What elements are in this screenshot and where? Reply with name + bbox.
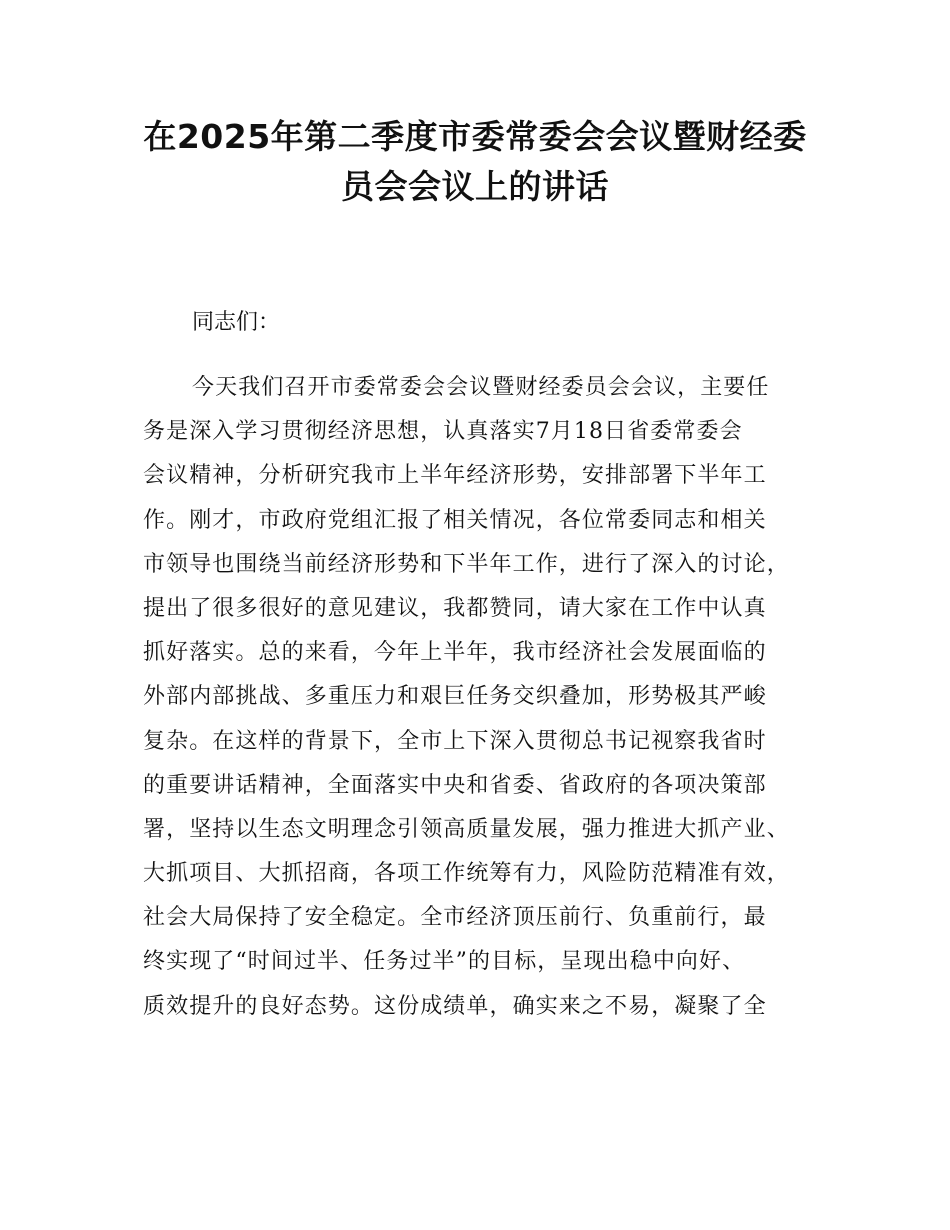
paragraph-line: 提出了很多很好的意见建议，我都赞同，请大家在工作中认真	[143, 595, 767, 621]
paragraph-line: 社会大局保持了安全稳定。全市经济顶压前行、负重前行，最	[143, 905, 767, 931]
paragraph-line: 今天我们召开市委常委会会议暨财经委员会会议，主要任	[192, 375, 770, 400]
title-line-2: 员会会议上的讲话	[341, 167, 609, 206]
greeting: 同志们：	[192, 310, 281, 335]
paragraph-line: 质效提升的良好态势。这份成绩单，确实来之不易，凝聚了全	[143, 993, 767, 1019]
paragraph	[143, 366, 843, 1029]
paragraph-line: 大抓项目、大抓招商，各项工作统筹有力，风险防范精准有效，	[143, 861, 790, 887]
paragraph-line: 终实现了“时间过半、任务过半”的目标，呈现出稳中向好、	[143, 949, 746, 975]
paragraph-line: 会议精神，分析研究我市上半年经济形势，安排部署下半年工	[143, 463, 767, 489]
paragraph-line: 复杂。在这样的背景下，全市上下深入贯彻总书记视察我省时	[143, 728, 767, 754]
paragraph-line: 的重要讲话精神，全面落实中央和省委、省政府的各项决策部	[143, 772, 767, 798]
paragraph-line: 市领导也围绕当前经济形势和下半年工作，进行了深入的讨论，	[143, 551, 790, 577]
title-line-1: 在2025年第二季度市委常委会会议暨财经委	[143, 117, 807, 156]
paragraph-line: 务是深入学习贯彻经济思想，认真落实7月18日省委常委会	[143, 419, 743, 445]
paragraph-line: 抓好落实。总的来看，今年上半年，我市经济社会发展面临的	[143, 640, 767, 666]
paragraph-line: 作。刚才，市政府党组汇报了相关情况，各位常委同志和相关	[143, 507, 767, 533]
document-body	[143, 300, 843, 1019]
paragraph-line: 署，坚持以生态文明理念引领高质量发展，强力推进大抓产业、	[143, 816, 790, 842]
paragraph-line: 外部内部挑战、多重压力和艰巨任务交织叠加，形势极其严峻	[143, 684, 767, 710]
document-title	[100, 112, 850, 212]
